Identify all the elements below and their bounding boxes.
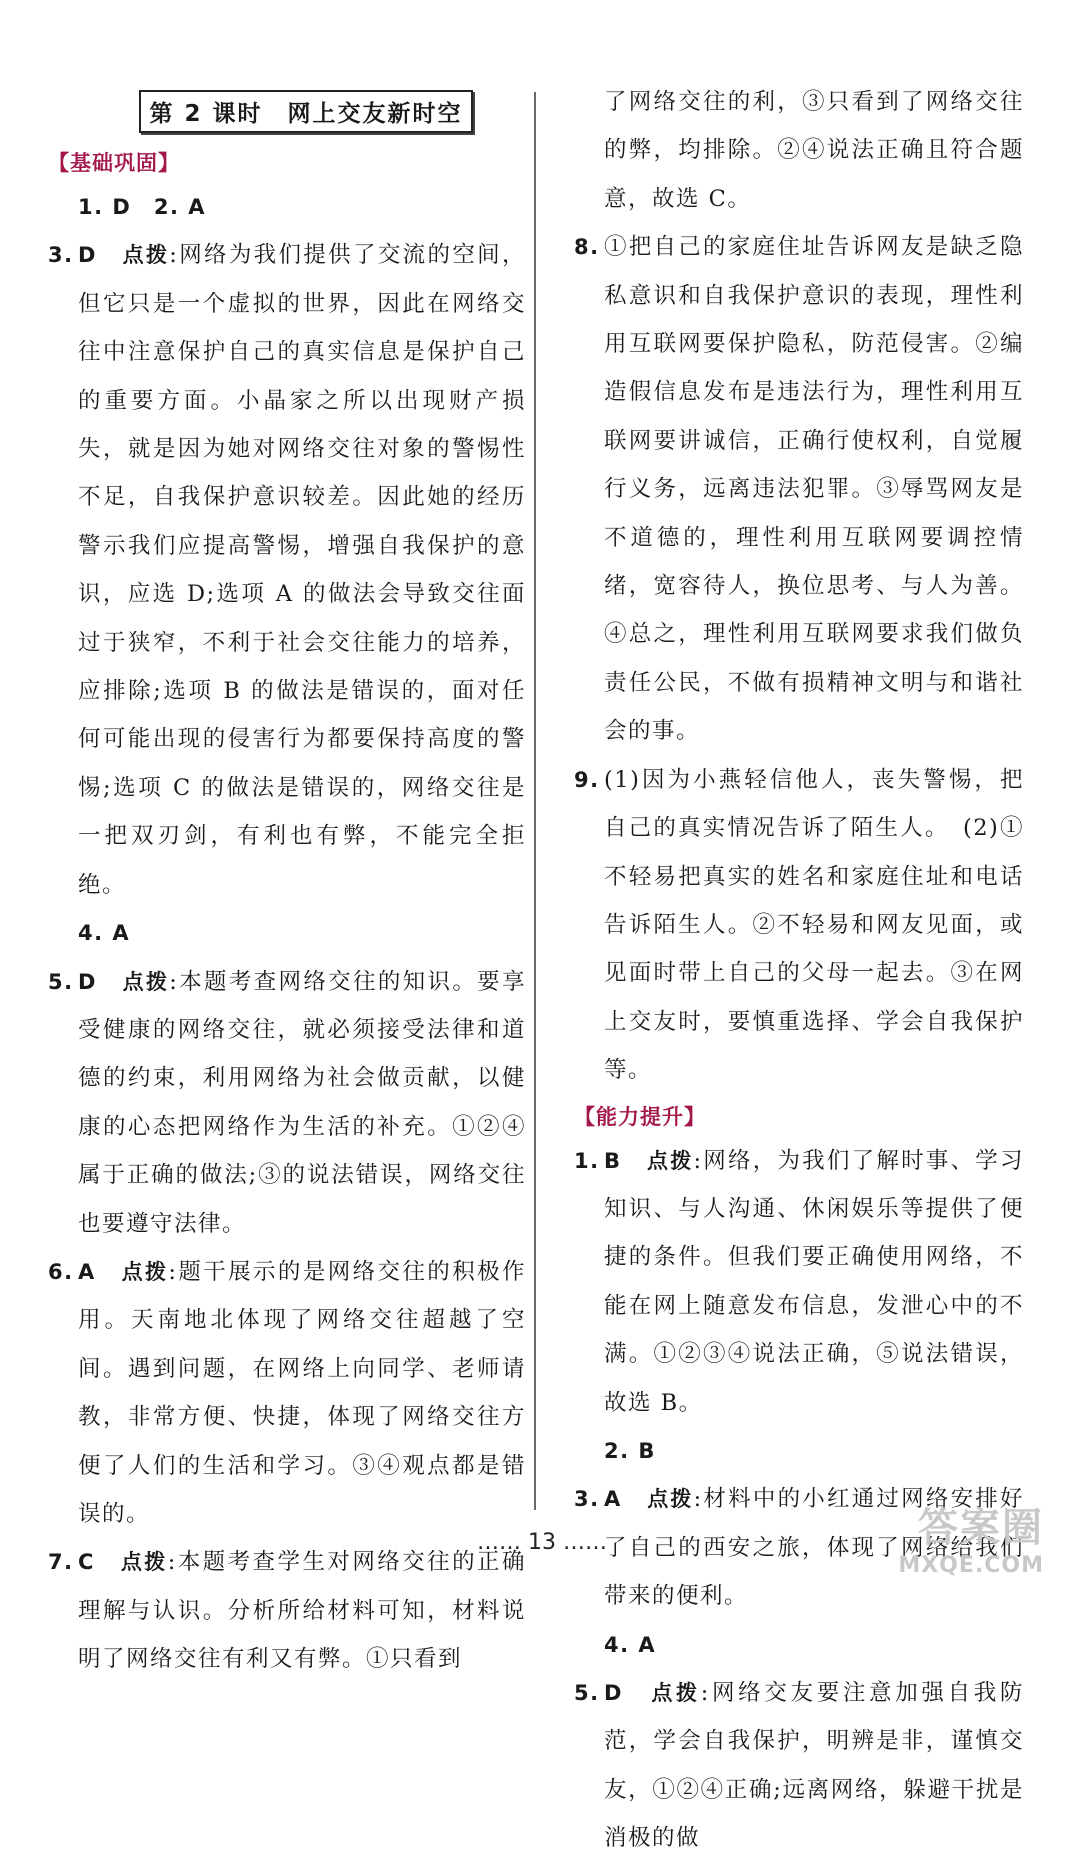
a1-tag: 点拨	[646, 1148, 694, 1173]
watermark-logo: 答案圈	[918, 1505, 1044, 1551]
a3-number: 3.	[574, 1487, 600, 1512]
q8-explanation: ①把自己的家庭住址告诉网友是缺乏隐私意识和自我保护意识的表现，理性利用互联网要保护隐私，防范侵害。②编造假信息发布是违法行为，理性利用互联网要讲诚信，正确行使权利，自觉履行义务，远离违法犯罪。③辱骂网友是不道德的，理性利用互联网要调控情绪，宽容待人，换位思考、与人为善。④总之，理性利用互联网要求我们做负责任公民，不做有损精神文明与和谐社会的事。	[604, 234, 1024, 745]
q3-tag: 点拨	[122, 243, 170, 268]
watermark	[898, 1496, 1044, 1578]
q6-number: 6.	[48, 1259, 74, 1284]
ability-a5	[574, 1669, 1024, 1863]
right-column	[574, 84, 1024, 1863]
a1-answer: B	[604, 1148, 622, 1173]
a4-text: 4. A	[604, 1632, 657, 1657]
q9-number: 9.	[574, 767, 600, 792]
q7-continued: 了网络交往的利，③只看到了网络交往的弊，均排除。②④说法正确且符合题意，故选 C。	[604, 89, 1024, 212]
q4-text: 4. A	[78, 921, 131, 946]
q6-explanation: :题干展示的是网络交往的积极作用。天南地北体现了网络交往超越了空间。遇到问题，在网络上向同学、老师请教，非常方便、快捷，体现了网络交往方便了人们的生活和学习。③④观点都是错误的。	[78, 1258, 526, 1527]
ability-a2	[574, 1427, 1024, 1475]
watermark-url: MXQE.COM	[898, 1553, 1044, 1578]
answer-q9	[574, 756, 1024, 1095]
a2-text: 2. B	[604, 1438, 656, 1463]
q9-explanation: (1)因为小燕轻信他人，丧失警惕，把自己的真实情况告诉了陌生人。 (2)①不轻易把真实的姓名和家庭住址和电话告诉陌生人。②不轻易和网友见面，或见面时带上自己的父母一起去。③在网上交友时，要慎重选择、学会自我保护等。	[604, 766, 1024, 1084]
q7-answer: C	[78, 1550, 95, 1575]
a5-answer: D	[604, 1681, 623, 1705]
q7-explanation: :本题考查学生对网络交往的正确理解与认识。分析所给材料可知，材料说明了网络交往有利又有弊。①只看到	[78, 1549, 526, 1673]
q5-answer: D	[78, 969, 97, 994]
section-ability: 【能力提升】	[574, 1104, 706, 1129]
a3-tag: 点拨	[647, 1487, 694, 1512]
q3-explanation: :网络为我们提供了交流的空间，但它只是一个虚拟的世界，因此在网络交往中注意保护自己的真实信息是保护自己的重要方面。小晶家之所以出现财产损失，就是因为她对网络交往对象的警惕性不足，自我保护意识较差。因此她的经历警示我们应提高警惕，增强自我保护的意识，应选 D;选项 A 的做法会导致交往面过于狭窄，不利于社会交往能力的培养，应排除;选项 B 的做法是错误的，面对任何可能出现的侵害行为都要保持高度的警惕;选项 C 的做法是错误的，网络交往是一把双刃剑，有利也有弊，不能完全拒绝。	[78, 242, 526, 898]
answer-q4	[48, 909, 526, 957]
q5-explanation: :本题考查网络交往的知识。要享受健康的网络交往，就必须接受法律和道德的约束，利用网络为社会做贡献，以健康的心态把网络作为生活的补充。①②④属于正确的做法;③的说法错误，网络交往也要遵守法律。	[78, 968, 526, 1237]
lesson-title-text: 第 2 课时 网上交友新时空	[139, 90, 472, 133]
a1-number: 1.	[574, 1148, 600, 1173]
answer-q3	[48, 231, 526, 909]
q7-tag: 点拨	[120, 1550, 168, 1575]
answer-q6	[48, 1248, 526, 1538]
q5-tag: 点拨	[122, 969, 170, 994]
q6-tag: 点拨	[121, 1259, 169, 1284]
column-divider	[534, 92, 536, 1510]
section-basic: 【基础巩固】	[48, 151, 180, 175]
q3-answer: D	[78, 243, 97, 268]
q7-number: 7.	[48, 1550, 74, 1575]
answer-q1-q2-text: 1. D 2. A	[78, 195, 206, 219]
answer-q5	[48, 958, 526, 1248]
q6-answer: A	[78, 1259, 96, 1284]
q8-number: 8.	[574, 235, 600, 260]
a3-answer: A	[604, 1487, 622, 1512]
a5-tag: 点拨	[651, 1681, 701, 1705]
ability-a1	[574, 1137, 1024, 1427]
page-number: …… 13 ……	[477, 1530, 607, 1555]
answer-q1-q2	[48, 183, 526, 231]
answer-q8	[574, 223, 1024, 755]
a3-explanation: :材料中的小红通过网络安排好了自己的西安之旅，体现了网络给我们带来的便利。	[604, 1486, 1024, 1610]
a5-number: 5.	[574, 1681, 600, 1705]
q3-number: 3.	[48, 243, 74, 268]
answer-q7	[48, 1538, 526, 1683]
left-column	[48, 82, 526, 1684]
lesson-title	[86, 90, 526, 133]
q5-number: 5.	[48, 969, 74, 994]
ability-a4	[574, 1621, 1024, 1669]
a5-explanation: :网络交友要注意加强自我防范，学会自我保护，明辨是非，谨慎交友，①②④正确;远离网络，躲避干扰是消极的做	[604, 1680, 1024, 1852]
a1-explanation: :网络，为我们了解时事、学习知识、与人沟通、休闲娱乐等提供了便捷的条件。但我们要正确使用网络，不能在网上随意发布信息，发泄心中的不满。①②③④说法正确，⑤说法错误，故选 B。	[604, 1147, 1024, 1416]
